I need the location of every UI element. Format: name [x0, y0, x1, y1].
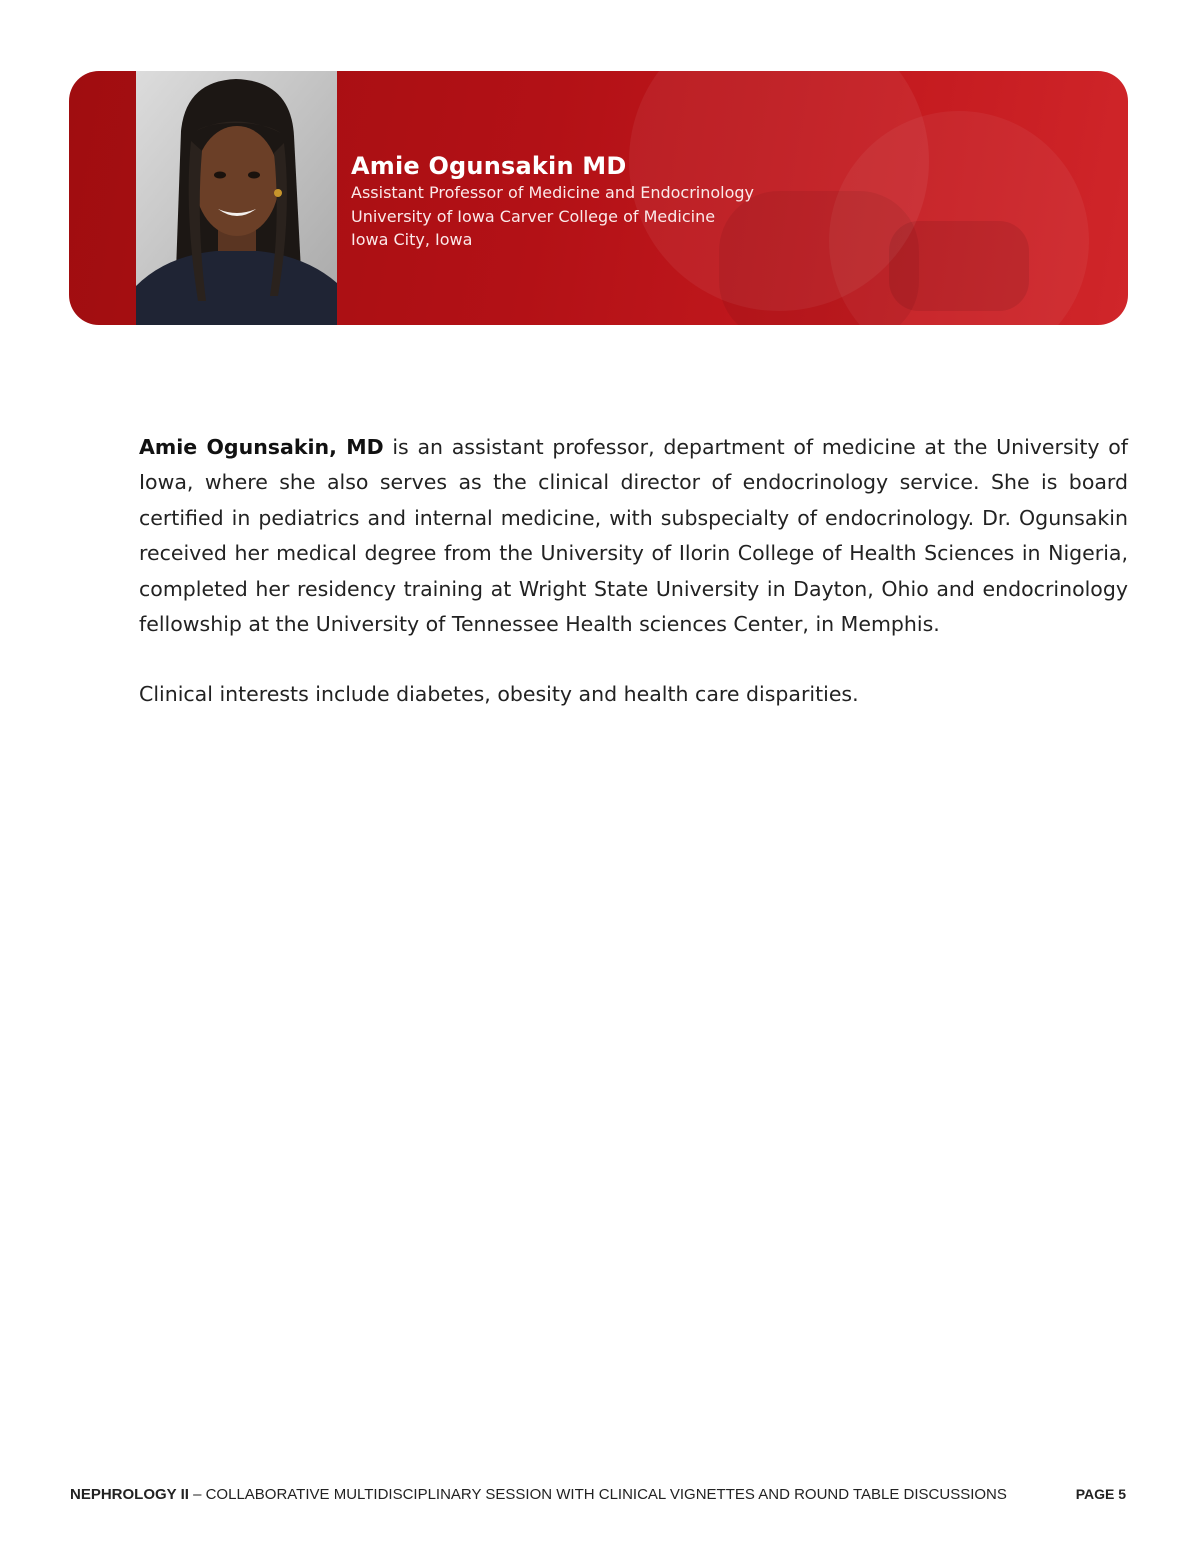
speaker-location: Iowa City, Iowa: [351, 230, 473, 249]
page-footer: [70, 1486, 1128, 1510]
footer-event-title: [70, 1486, 1007, 1503]
speaker-photo: [136, 71, 337, 325]
bio-paragraph-text: is an assistant professor, department of medicine at the University of Iowa, where she also serves as the clinical director of endocrinology service. She is board certified in pediatrics and internal medicine, with subspecialty of endocrinology. Dr. Ogunsakin received her medical degree from the University of Ilorin College of Health Sciences in Nigeria, completed her residency training at Wright State University in Dayton, Ohio and endocrinology fellowship at the University of Tennessee Health sciences Center, in Memphis.: [139, 435, 1129, 637]
speaker-title: Assistant Professor of Medicine and Endocrinology: [351, 183, 755, 202]
header-banner: [69, 71, 1128, 325]
speaker-header-text: [351, 151, 754, 252]
page-number: PAGE 5: [1075, 1486, 1126, 1502]
speaker-portrait-illustration: [136, 71, 337, 325]
speaker-institution: University of Iowa Carver College of Medicine: [351, 206, 716, 226]
speaker-name: Amie Ogunsakin MD: [351, 152, 627, 180]
speaker-bio: [139, 430, 1128, 713]
bio-paragraph: [139, 430, 1128, 642]
bio-name: Amie Ogunsakin, MD: [139, 435, 384, 459]
footer-event-name: NEPHROLOGY II: [70, 1486, 189, 1503]
clinical-interests-paragraph: Clinical interests include diabetes, obesity and health care disparities.: [139, 682, 859, 707]
footer-event-subtitle: – COLLABORATIVE MULTIDISCIPLINARY SESSION WITH CLINICAL VIGNETTES AND ROUND TABLE DISCUSSIONS: [188, 1486, 1007, 1503]
